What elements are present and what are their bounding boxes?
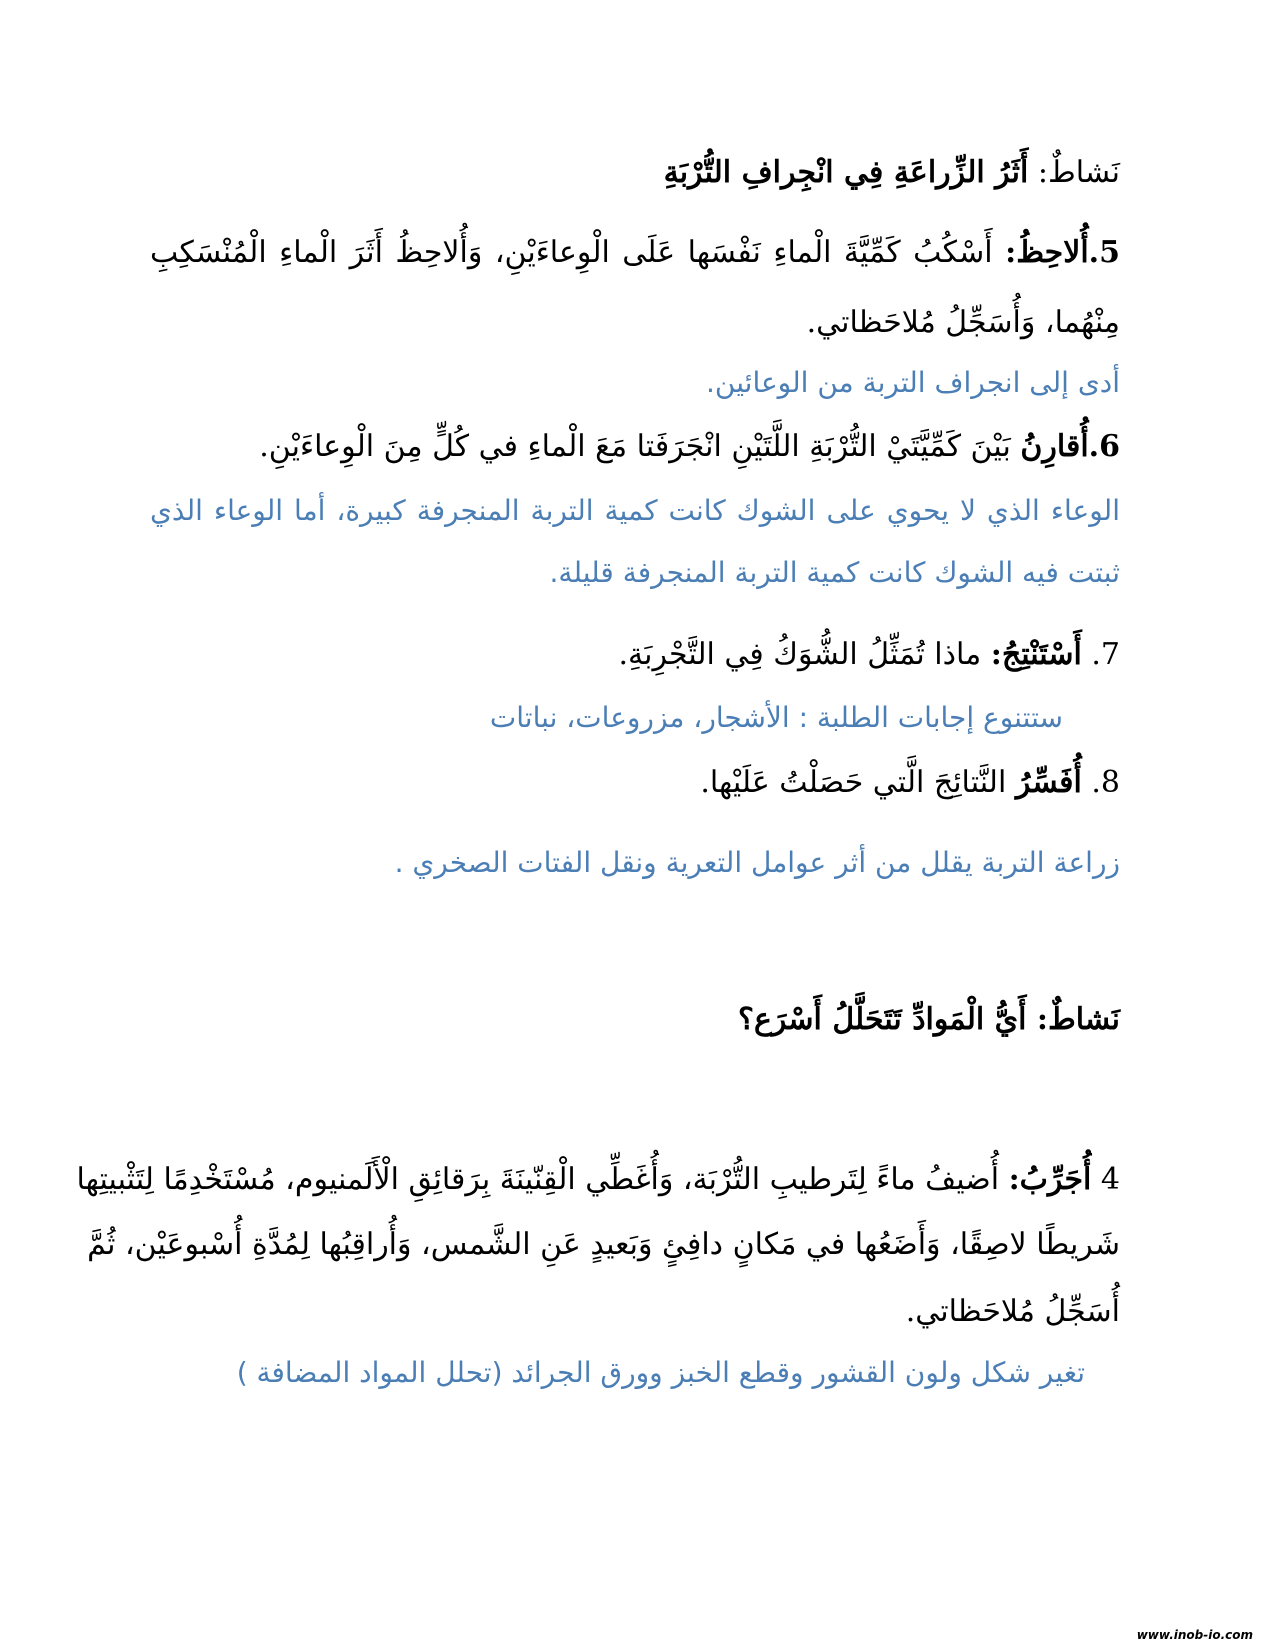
q7-text: ماذا تُمَثِّلُ الشُّوَكُ فِي التَّجْرِبَةِ.	[618, 637, 991, 672]
q6-answer-line1: الوعاء الذي لا يحوي على الشوك كانت كمية التربة المنجرفة كبيرة، أما الوعاء الذي	[150, 494, 1120, 527]
q5-answer: أدى إلى انجراف التربة من الوعائين.	[705, 366, 1120, 399]
q6-number: 6.	[1088, 429, 1120, 464]
q8-answer: زراعة التربة يقلل من أثر عوامل التعرية ونقل الفتات الصخري .	[394, 846, 1120, 879]
q4-verb: أُجَرِّبُ:	[1008, 1162, 1092, 1197]
q5-line2: مِنْهُما، وَأُسَجِّلُ مُلاحَظاتي.	[806, 305, 1120, 340]
q5-line1	[150, 233, 1120, 273]
q6-text: بَيْنَ كَمِّيَّتَيْ التُّرْبَةِ اللَّتَيْنِ انْجَرَفَتا مَعَ الْماءِ في كُلٍّ مِنَ الْوِعاءَيْنِ.	[259, 429, 1021, 464]
activity1-heading	[150, 153, 1120, 193]
q5-verb: أُلاحِظُ:	[1005, 235, 1089, 270]
q7-verb: أَسْتَنْتِجُ:	[990, 637, 1082, 672]
activity2-heading: نَشاطٌ: أَيُّ الْمَوادِّ تَتَحَلَّلُ أَسْرَع؟	[738, 1002, 1120, 1037]
q4-number: 4	[1091, 1162, 1120, 1197]
q7-answer: ستتنوع إجابات الطلبة : الأشجار، مزروعات، نباتات	[489, 701, 1063, 734]
q8-number: 8.	[1081, 765, 1120, 800]
q4-line1	[76, 1160, 1120, 1200]
q8-line	[150, 763, 1120, 803]
q4-text-line1: أُضيفُ ماءً لِتَرطيبِ التُّرْبَة، وَأُغَطِّي الْقِنّينَةَ بِرَقائِقِ الْأَلَمنيوم، مُسْتَخْدِمًا لِتَثْبيتِها	[76, 1162, 1009, 1197]
q7-line	[150, 635, 1120, 675]
q8-text: النَّتائِجَ الَّتي حَصَلْتُ عَلَيْها.	[700, 765, 1016, 800]
q4-line3: أُسَجِّلُ مُلاحَظاتي.	[905, 1294, 1120, 1329]
q7-number: 7.	[1081, 637, 1120, 672]
q5-number: 5.	[1088, 235, 1120, 270]
q6-verb: أُقارِنُ	[1020, 429, 1089, 464]
q8-verb: أُفَسِّرُ	[1015, 765, 1082, 800]
q6-line	[150, 427, 1120, 467]
q4-answer: تغير شكل ولون القشور وقطع الخبز وورق الجرائد (تحلل المواد المضافة )	[236, 1356, 1085, 1389]
activity1-title: أَثَرُ الزِّراعَةِ فِي انْجِرافِ التُّرْبَةِ	[663, 155, 1029, 190]
q4-line2: شَريطًا لاصِقًا، وَأَضَعُها في مَكانٍ دافِئٍ وَبَعيدٍ عَنِ الشَّمس، وَأُراقِبُها لِمُدَّةِ أُسْبوعَيْن، ثُمَّ	[87, 1227, 1120, 1262]
q5-text-line1: أَسْكُبُ كَمِّيَّةَ الْماءِ نَفْسَها عَلَى الْوِعاءَيْنِ، وَأُلاحِظُ أَثَرَ الْماءِ الْمُنْسَكِبِ	[150, 235, 1006, 270]
footer-site-url: www.inob-io.com	[1136, 1628, 1253, 1642]
activity1-prefix: نَشاطٌ:	[1028, 155, 1120, 190]
q6-answer-line2: ثبتت فيه الشوك كانت كمية التربة المنجرفة قليلة.	[549, 556, 1120, 589]
